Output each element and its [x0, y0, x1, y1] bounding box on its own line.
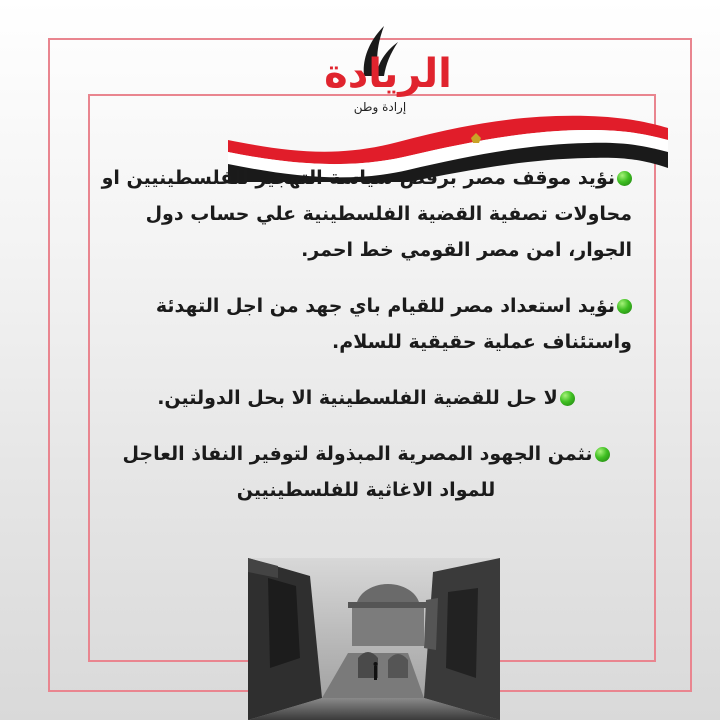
statement-text: نؤيد موقف مصر برفض سياسة التهجير للفلسطينيين او محاولات تصفية القضية الفلسطينية علي حساب دول الجوار، امن مصر القومي خط احمر. [101, 167, 632, 261]
logo-title: الريادة [324, 51, 452, 97]
statement-item [100, 380, 632, 416]
logo-tagline: إرادة وطن [353, 100, 407, 114]
green-circle-icon [617, 299, 632, 314]
green-circle-icon [617, 171, 632, 186]
statement-text: نثمن الجهود المصرية المبذولة لتوفير النفاذ العاجل للمواد الاغاثية للفلسطينيين [122, 443, 593, 501]
statement-item [100, 436, 632, 508]
green-circle-icon [595, 447, 610, 462]
statement-text: لا حل للقضية الفلسطينية الا بحل الدولتين. [157, 387, 558, 409]
green-circle-icon [560, 391, 575, 406]
statements-list [100, 160, 632, 528]
al-aqsa-alley-photo [248, 558, 500, 720]
statement-item [100, 288, 632, 360]
statement-text: نؤيد استعداد مصر للقيام باي جهد من اجل التهدئة واستئناف عملية حقيقية للسلام. [155, 295, 632, 353]
statement-item [100, 160, 632, 268]
